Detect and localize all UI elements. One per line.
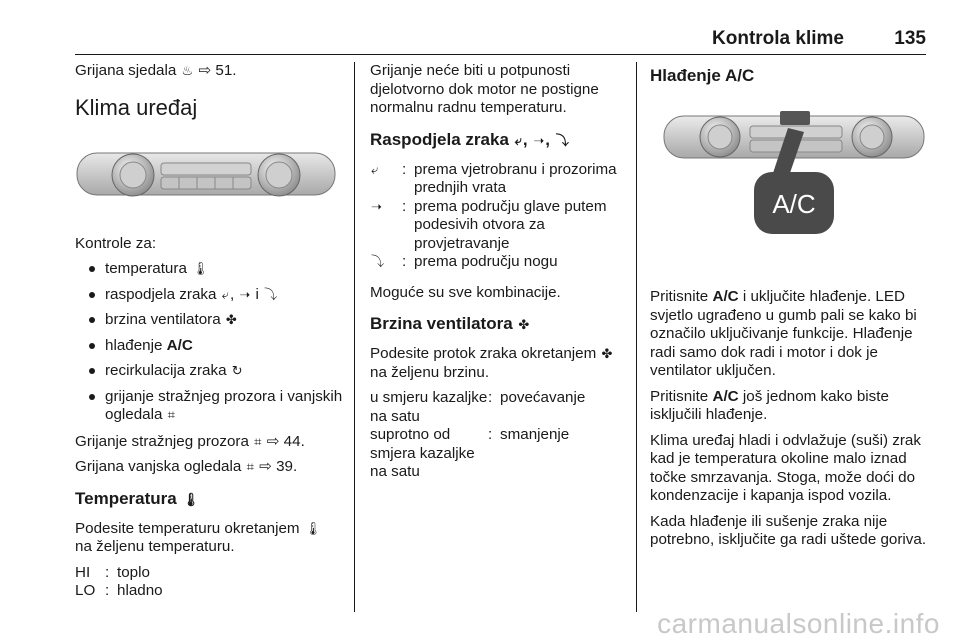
rear-defrost-icon: ⌗ <box>254 433 262 449</box>
windscreen-air-icon: ⤶ <box>371 161 379 177</box>
foot-air-icon: ⤵ <box>555 132 569 148</box>
list-item: brzina ventilatora ✤ <box>75 311 343 330</box>
thermometer-icon: 🌡 <box>304 520 322 536</box>
mirror-heat-line: Grijana vanjska ogledala ⌗ ⇨ 39. <box>75 458 298 475</box>
combos-note: Moguće su sve kombinacije. <box>370 283 561 301</box>
windscreen-air-icon: ⤶ <box>514 132 522 148</box>
controls-list <box>75 260 343 425</box>
recirculation-icon: ↻ <box>231 363 243 378</box>
dist-row: ⤵ : prema području nogu <box>371 253 558 270</box>
section-heading-fan: Brzina ventilatora ✤ <box>370 314 530 333</box>
rear-heat-line: Grijanje stražnjeg prozora ⌗ ⇨ 44. <box>75 432 305 450</box>
fan-row: u smjeru kazaljke na satu : povećavanje <box>370 389 586 425</box>
watermark: carmanualsonline.info <box>657 608 940 639</box>
list-item: temperatura 🌡 <box>75 260 343 279</box>
ac-para-2: Pritisnite A/C još jednom kako biste isključili hlađenje. <box>650 387 889 423</box>
rear-defrost-icon: ⌗ <box>246 459 254 474</box>
temp-row-lo: LO : hladno <box>75 582 163 599</box>
section-heading-distribution: Raspodjela zraka ⤶, ➝, ⤵ <box>370 129 569 149</box>
rear-defrost-icon: ⌗ <box>167 407 175 422</box>
ac-para-1: Pritisnite A/C i uključite hlađenje. LED svjetlo ugrađeno u gumb pali se kako bi označilo uključivanje funkcije. Hlađenje radi samo dok radi i motor i dok je ventilator uključen. <box>650 288 917 379</box>
dist-row: ⤶ : prema vjetrobranu i prozorima prednjih vrata <box>371 160 617 196</box>
ac-callout-label: A/C <box>772 189 816 219</box>
ac-para-4: Kada hlađenje ili sušenje zraka nije potrebno, isključite ga radi uštede goriva. <box>650 512 927 548</box>
section-heading-temperature: Temperatura 🌡 <box>75 488 199 508</box>
page-header <box>0 0 960 56</box>
list-item: hlađenje A/C <box>75 337 343 356</box>
foot-air-icon: ⤵ <box>264 286 278 302</box>
fan-row: suprotno od smjera kazaljke na satu : smanjenje <box>370 426 570 480</box>
controls-intro: Kontrole za: <box>75 234 157 252</box>
head-air-icon: ➝ <box>239 286 251 302</box>
section-heading-ac: Hlađenje A/C <box>650 66 755 85</box>
ac-para-3: Klima uređaj hladi i odvlažuje (suši) zrak kad je temperatura okoline malo iznad točke smrzavanja. Stoga, može doći do kondenzacije i kapanja ispod vozila. <box>650 431 921 504</box>
ref-arrow-icon: ⇨ <box>266 432 280 450</box>
head-air-icon: ➝ <box>371 198 382 214</box>
section-heading-climate: Klima uređaj <box>75 94 198 120</box>
temp-text: Podesite temperaturu okretanjem 🌡 na željenu temperaturu. <box>75 519 322 555</box>
ref-arrow-icon: ⇨ <box>198 62 212 79</box>
fan-icon: ✤ <box>225 312 237 327</box>
temp-row-hi: HI : toplo <box>75 563 150 581</box>
header-rule <box>75 54 926 55</box>
chapter-title: Kontrola klime <box>712 28 844 49</box>
list-item: raspodjela zraka ⤶, ➝ i ⤵ <box>75 286 343 305</box>
column-3 <box>650 62 930 557</box>
thermometer-icon: 🌡 <box>182 491 199 507</box>
dist-row: ➝ : prema području glave putem podesivih otvora za provjetravanje <box>371 197 607 252</box>
ac-button-image <box>650 110 928 260</box>
thermometer-icon: 🌡 <box>192 261 209 276</box>
heating-note: Grijanje neće biti u potpunosti djelotvorno dok motor ne postigne normalnu radnu temperaturu. <box>370 62 599 116</box>
column-divider <box>354 62 355 612</box>
foot-air-icon: ⤵ <box>371 254 385 269</box>
page-number: 135 <box>894 28 926 49</box>
windscreen-air-icon: ⤶ <box>221 286 229 302</box>
fan-text: Podesite protok zraka okretanjem ✤ na željenu brzinu. <box>370 345 613 381</box>
list-item: grijanje stražnjeg prozora i vanjskih ogledala ⌗ <box>75 388 343 425</box>
climate-control-panel-image <box>75 143 337 209</box>
seats-line: Grijana sjedala ♨ ⇨ 51. <box>75 62 237 79</box>
fan-icon: ✤ <box>518 317 530 332</box>
seat-heat-icon: ♨ <box>181 63 194 78</box>
column-2 <box>370 62 628 482</box>
column-1 <box>75 62 343 601</box>
head-air-icon: ➝ <box>533 132 545 148</box>
column-divider <box>636 62 637 612</box>
ref-arrow-icon: ⇨ <box>259 458 272 475</box>
list-item: recirkulacija zraka ↻ <box>75 362 343 381</box>
fan-icon: ✤ <box>601 346 613 361</box>
